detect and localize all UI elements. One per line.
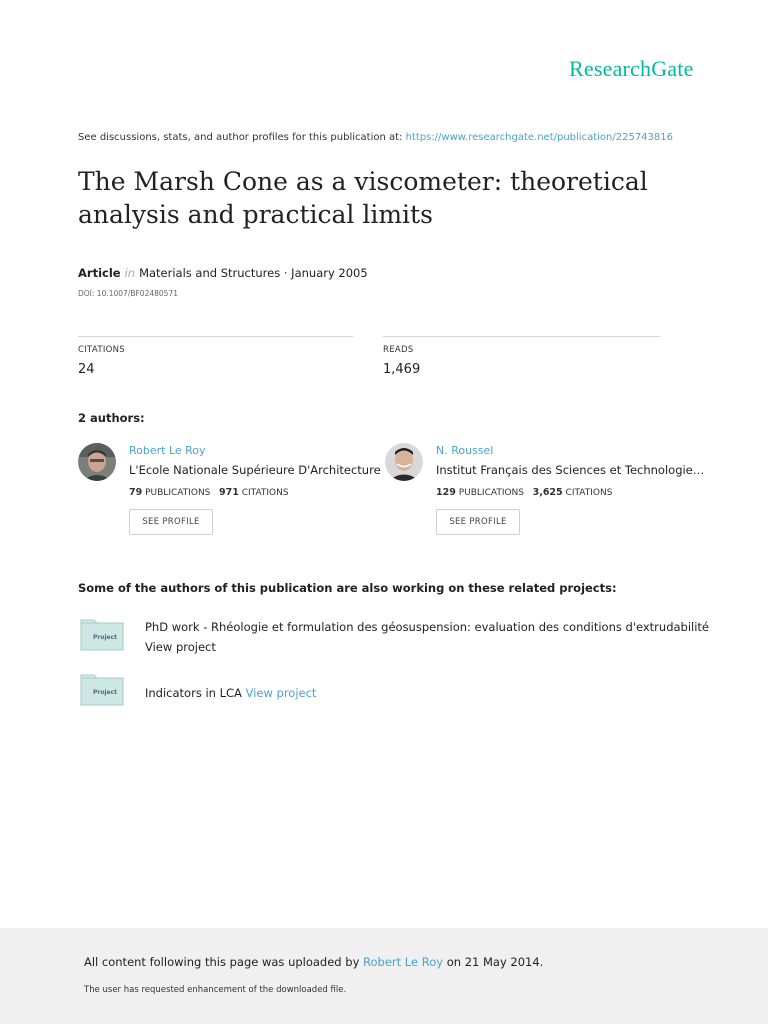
view-project-link[interactable]: View project [145,640,216,654]
researchgate-logo[interactable]: ResearchGate [569,56,694,81]
publications-label: PUBLICATIONS [145,488,211,498]
uploader-link[interactable]: Robert Le Roy [363,955,444,969]
project-icon-label: Project [93,689,118,696]
avatar[interactable] [78,443,116,481]
author-citations-count: 3,625 [532,487,563,498]
author-citations-count: 971 [218,487,239,498]
project-title: PhD work - Rhéologie et formulation des géosuspension: evaluation des conditions d'extrudabilité [145,620,710,634]
journal-date: Materials and Structures · January 2005 [139,266,368,280]
publication-title: The Marsh Cone as a viscometer: theoretical analysis and practical limits [78,167,648,229]
citations-label: CITATIONS [241,488,289,498]
project-row [145,686,316,700]
enhancement-note: The user has requested enhancement of the downloaded file. [84,985,347,995]
upload-suffix: on 21 May 2014. [443,955,544,969]
author-publications-count: 79 [129,487,143,498]
citations-label: CITATIONS [565,488,613,498]
author-stats [436,487,612,498]
footer [0,928,768,1024]
reads-divider [383,336,660,337]
author-stats [129,487,289,498]
citations-divider [78,336,353,337]
discussion-line [78,132,673,143]
citations-value: 24 [78,362,95,377]
project-icon-label: Project [93,634,118,641]
see-profile-button[interactable]: SEE PROFILE [129,509,213,535]
author-name-link[interactable]: N. Roussel [436,444,494,457]
view-project-link[interactable]: View project [245,686,317,700]
upload-note [84,955,543,969]
avatar[interactable] [385,443,423,481]
upload-prefix: All content following this page was uploaded by [84,955,364,969]
reads-value: 1,469 [383,362,421,377]
author-publications-count: 129 [436,487,456,498]
reads-label: READS [383,345,414,355]
publication-url-link[interactable]: https://www.researchgate.net/publication/225743816 [405,132,673,143]
author-institution[interactable]: Institut Français des Sciences et Technologie… [436,463,705,477]
doi: DOI: 10.1007/BF02480571 [78,289,178,298]
author-name-link[interactable]: Robert Le Roy [129,444,206,457]
article-meta [78,266,368,280]
in-label: in [124,266,136,280]
article-type: Article [78,266,121,280]
citations-label: CITATIONS [78,345,125,355]
publications-label: PUBLICATIONS [458,488,524,498]
related-projects-heading: Some of the authors of this publication are also working on these related projects: [78,581,617,595]
authors-heading: 2 authors: [78,411,145,425]
project-title: Indicators in LCA [145,686,246,700]
author-institution[interactable]: L'Ecole Nationale Supérieure D'Architecture [129,463,381,477]
discussion-text: See discussions, stats, and author profiles for this publication at: [78,132,406,143]
see-profile-button[interactable]: SEE PROFILE [436,509,520,535]
